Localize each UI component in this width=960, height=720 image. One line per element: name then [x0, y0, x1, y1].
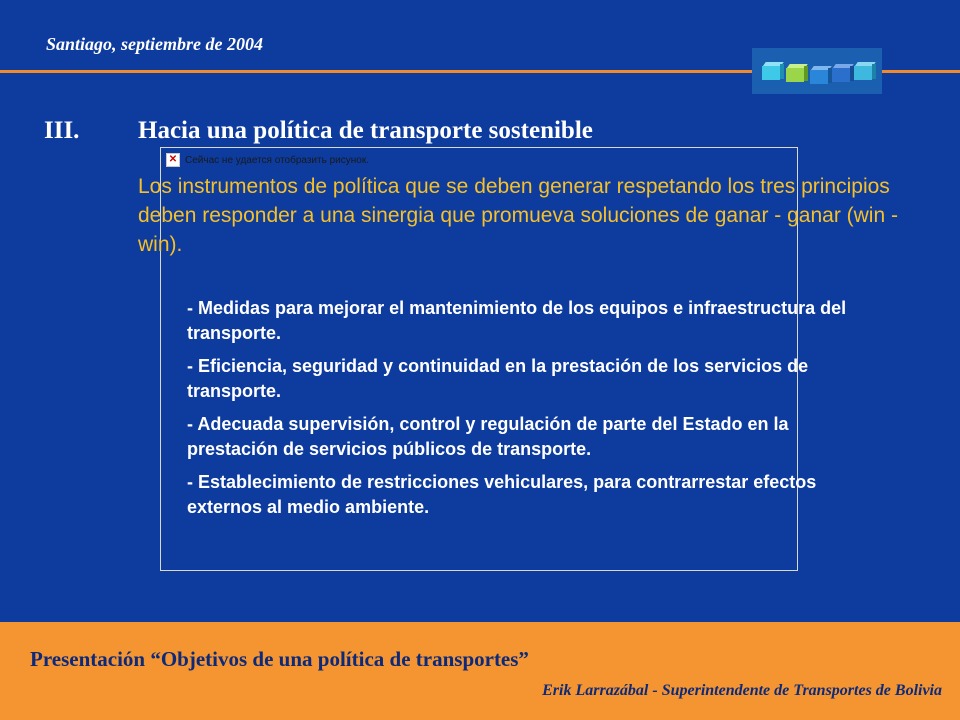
- logo-block-icon: [854, 62, 876, 80]
- logo-block-icon: [786, 64, 808, 82]
- list-item: - Eficiencia, seguridad y continuidad en la prestación de los servicios de transporte.: [187, 356, 809, 401]
- broken-image-icon: ✕: [166, 153, 180, 167]
- logo-block-icon: [762, 62, 784, 80]
- list-item: - Medidas para mejorar el mantenimiento de los equipos e infraestructura del transporte.: [187, 298, 847, 343]
- section-number: III.: [44, 117, 80, 144]
- broken-image: [166, 153, 369, 167]
- logo-block-icon: [810, 66, 832, 84]
- footer-presentation-title: Presentación “Objetivos de una política de transportes”: [30, 647, 529, 671]
- intro-paragraph: Los instrumentos de política que se deben generar respetando los tres principios deben responder a una sinergia que promueva soluciones de ganar - ganar (win -win).: [138, 175, 898, 256]
- measures-list: [187, 296, 847, 528]
- header-date: Santiago, septiembre de 2004: [46, 34, 263, 54]
- list-item: - Adecuada supervisión, control y regulación de parte del Estado en la prestación de servicios públicos de transporte.: [187, 414, 789, 459]
- section-title: Hacia una política de transporte sostenible: [138, 117, 593, 144]
- footer-author: Erik Larrazábal - Superintendente de Transportes de Bolivia: [542, 682, 942, 699]
- logo-block-icon: [832, 64, 854, 82]
- logo: [752, 48, 882, 94]
- broken-image-message: Сейчас не удается отобразить рисунок.: [185, 154, 369, 166]
- list-item: - Establecimiento de restricciones vehiculares, para contrarrestar efectos externos al medio ambiente.: [187, 472, 817, 517]
